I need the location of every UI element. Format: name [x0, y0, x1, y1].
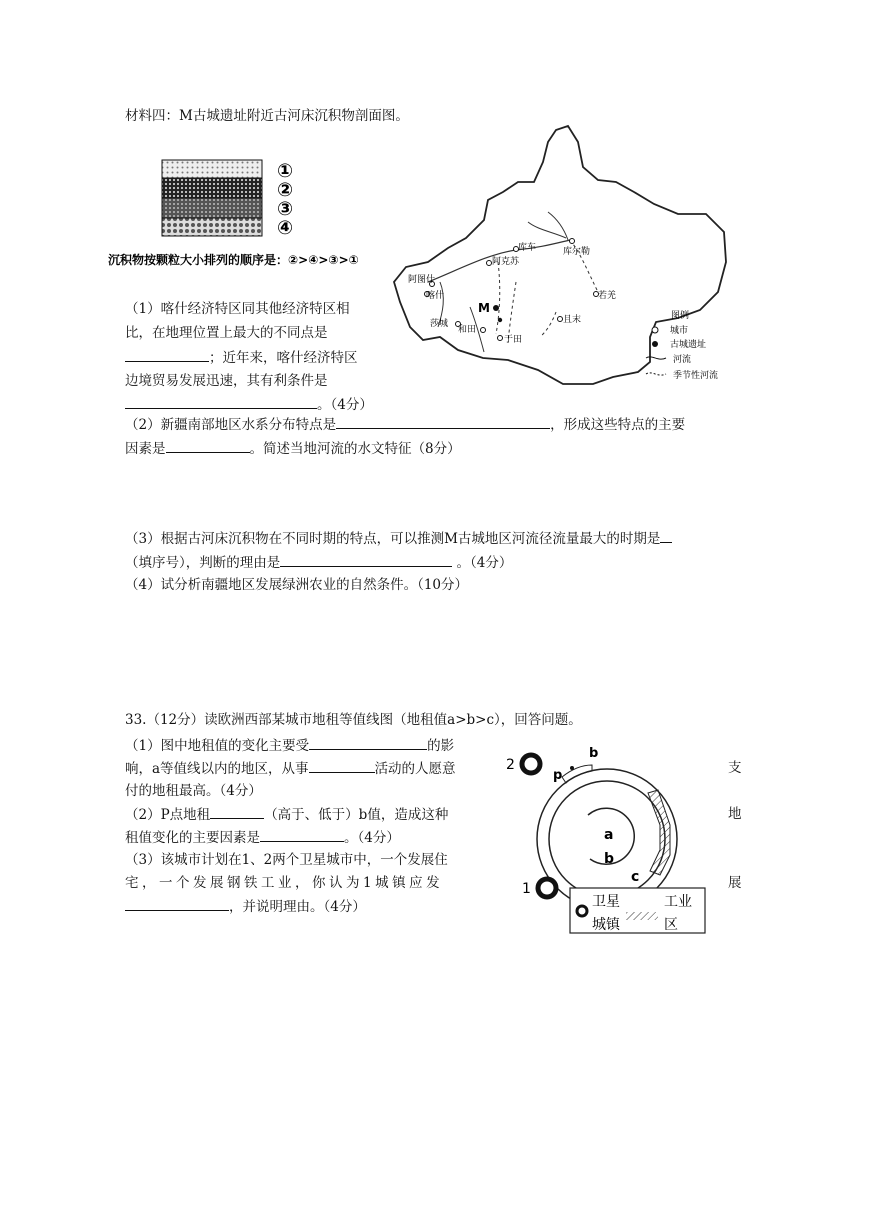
q33-p3-line1: （3）该城市计划在1、2两个卫星城市中，一个发展住 [125, 852, 448, 868]
q33-p3-line2: 宅，一个发展钢铁工业，你认为1城镇应发 [125, 875, 444, 891]
label-town1: 1 [522, 881, 531, 897]
q1-line2: 比，在地理位置上最大的不同点是 [125, 325, 328, 341]
q33-p1-line1-head: （1）图中地租值的变化主要受 [125, 738, 310, 754]
q33-p3-line3 [125, 896, 366, 917]
material4-title: 材料四：M古城遗址附近古河床沉积物剖面图。 [125, 108, 409, 124]
q33-p2-line2 [125, 827, 400, 848]
q2-line2-head: 因素是 [125, 441, 166, 457]
label-kuche: 库车 [518, 243, 537, 253]
q33-p1-line1 [125, 735, 454, 756]
sediment-profile-figure [100, 150, 390, 275]
q3-line2 [125, 552, 512, 573]
map-legend [646, 309, 718, 381]
legend-industry-line2: 区 [664, 917, 678, 933]
q33-p3-line3-tail: ，并说明理由。（4分） [229, 899, 366, 915]
xinjiang-map [388, 122, 743, 387]
q1-line3-text: ；近年来，喀什经济特区 [209, 350, 358, 366]
legend-town-line1: 卫星 [592, 894, 620, 910]
label-c: c [631, 869, 640, 885]
q2-line2-tail: 。简述当地河流的水文特征（8分） [249, 441, 461, 457]
label-kashi: 喀什 [426, 291, 445, 301]
label-qiemo: 且末 [563, 315, 582, 325]
label-atushi: 阿图什 [408, 275, 436, 285]
q33-blank-activity[interactable] [309, 758, 375, 773]
label-p: p [553, 768, 563, 783]
label-kuerle: 库尔勒 [563, 247, 591, 257]
legend-city: 城市 [670, 326, 689, 336]
q33-blank-compare[interactable] [210, 804, 264, 819]
q2-line1-head: （2）新疆南部地区水系分布特点是 [125, 417, 337, 433]
q1-blank-location[interactable] [125, 347, 209, 362]
river-7 [540, 312, 556, 337]
q1-line1: （1）喀什经济特区同其他经济特区相 [125, 301, 350, 317]
q2-line1-tail: ，形成这些特点的主要 [550, 417, 686, 433]
side-char-1: 支 [728, 760, 742, 776]
label-b-inner: b [604, 851, 615, 867]
q4-text: （4）试分析南疆地区发展绿洲农业的自然条件。（10分） [125, 577, 469, 593]
q33-blank-factor[interactable] [260, 827, 344, 842]
q2-blank-factor[interactable] [166, 438, 250, 453]
label-ruoqiang: 若羌 [598, 291, 617, 301]
side-char-3: 展 [728, 875, 742, 891]
label-shache: 莎城 [430, 319, 449, 329]
q33-p2-line1 [125, 804, 448, 825]
town1-icon [538, 879, 556, 897]
legend-river: 河流 [673, 355, 692, 365]
q1-line5 [125, 394, 373, 415]
legend-seasonal: 季节性河流 [673, 371, 719, 381]
q2-blank-distribution[interactable] [336, 414, 550, 429]
q1-blank-conditions[interactable] [125, 394, 317, 409]
p-bulge [562, 765, 592, 783]
q33-p1-line2 [125, 758, 456, 779]
layer-4-label: ④ [277, 217, 294, 239]
side-char-2: 地 [728, 806, 742, 822]
q1-line4: 边境贸易发展迅速，其有利条件是 [125, 373, 328, 389]
q33-p1-line3: 付的地租最高。（4分） [125, 783, 262, 799]
q2-line1 [125, 414, 685, 435]
q3-line1-text: （3）根据古河床沉积物在不同时期的特点，可以推测M古城地区河流径流量最大的时期是 [125, 531, 661, 547]
q33-p2-line1-tail: （高于、低于）b值，造成这种 [264, 807, 449, 823]
layer-1-label: ① [277, 160, 294, 182]
label-m: M [478, 301, 490, 315]
q3-line2-head: （填序号），判断的理由是 [125, 555, 281, 571]
q33-p2-line2-tail: 。（4分） [344, 830, 400, 846]
rent-isoline-diagram [500, 735, 715, 940]
q33-blank-influence[interactable] [309, 735, 427, 750]
q33-p1-line2-head: 响，a等值线以内的地区，从事 [125, 761, 309, 777]
town2-icon [522, 755, 540, 773]
label-yutian: 于田 [504, 335, 523, 345]
label-town2: 2 [506, 757, 515, 773]
river-3 [496, 262, 500, 334]
river-9 [548, 212, 568, 240]
sediment-caption: 沉积物按颗粒大小排列的顺序是：②>④>③>① [108, 253, 359, 267]
river-5 [508, 282, 516, 342]
q33-p2-line2-head: 租值变化的主要因素是 [125, 830, 260, 846]
q3-blank-period[interactable] [660, 528, 672, 543]
q33-title: 33.（12分）读欧洲西部某城市地租等值线图（地租值a>b>c），回答问题。 [125, 712, 582, 728]
layer-3-label: ③ [277, 198, 294, 220]
q3-blank-reason[interactable] [280, 552, 452, 567]
label-hetian: 和田 [458, 325, 477, 335]
label-akesu: 阿克苏 [492, 257, 520, 267]
q1-line3 [125, 347, 358, 368]
legend-ruin: 古城遗址 [670, 340, 707, 350]
q33-p1-line1-tail: 的影 [427, 738, 455, 754]
q2-line2 [125, 438, 461, 459]
legend-town-line2: 城镇 [592, 917, 620, 933]
label-b-top: b [589, 746, 599, 761]
q1-line5-text: 。（4分） [317, 397, 373, 413]
q33-blank-town1[interactable] [125, 896, 229, 911]
q3-line1 [125, 528, 672, 549]
q33-p2-line1-head: （2）P点地租 [125, 807, 211, 823]
legend-industry-line1: 工业 [664, 894, 692, 910]
legend-industry-swatch [626, 912, 658, 920]
q3-line2-tail: 。（4分） [452, 555, 513, 571]
label-a: a [604, 827, 614, 843]
legend-title: 图例 [671, 311, 690, 321]
layer-2-label: ② [277, 179, 294, 201]
q33-p1-line2-tail: 活动的人愿意 [374, 761, 456, 777]
